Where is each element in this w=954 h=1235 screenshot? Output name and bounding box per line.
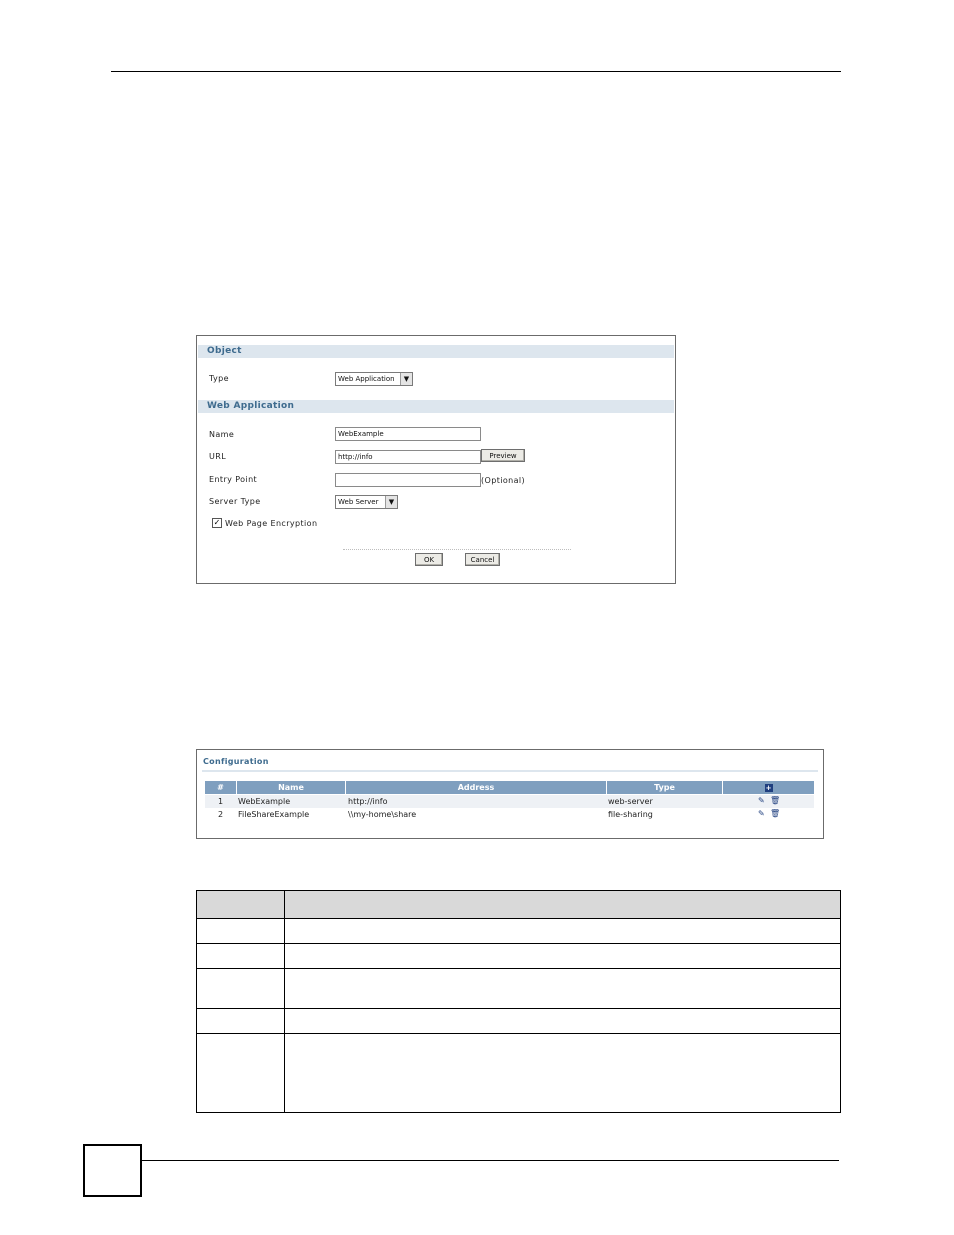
web-application-form-screenshot	[196, 335, 676, 584]
header-rule	[111, 71, 841, 72]
encryption-checkbox[interactable]: ✓	[213, 518, 221, 527]
encryption-label: Web Page Encryption	[225, 519, 318, 528]
entry-point-input[interactable]	[335, 473, 481, 487]
preview-button[interactable]: Preview	[481, 449, 525, 462]
document-table-row-divider	[197, 1033, 840, 1034]
delete-icon[interactable]: 🗑	[770, 809, 781, 818]
configuration-header: Configuration	[203, 757, 269, 766]
table-row	[205, 795, 814, 808]
chevron-down-icon: ▼	[400, 373, 412, 385]
optional-note: (Optional)	[481, 476, 526, 485]
document-table-row-divider	[197, 943, 840, 944]
web-application-section-header: Web Application	[198, 400, 674, 413]
page-number-box	[83, 1144, 142, 1197]
row-name: FileShareExample	[238, 810, 310, 819]
name-input[interactable]	[335, 427, 481, 441]
column-header-address[interactable]: Address	[346, 781, 607, 794]
entry-point-label: Entry Point	[209, 475, 258, 484]
url-label: URL	[209, 452, 227, 461]
document-table-row-divider	[197, 1008, 840, 1009]
row-num: 1	[218, 797, 224, 806]
delete-icon[interactable]: 🗑	[770, 796, 781, 805]
row-name: WebExample	[238, 797, 291, 806]
name-label: Name	[209, 430, 235, 439]
column-header-name[interactable]: Name	[237, 781, 346, 794]
edit-icon[interactable]: ✎	[758, 809, 765, 818]
footer-rule	[141, 1160, 839, 1161]
cancel-button[interactable]: Cancel	[465, 553, 500, 566]
row-type: web-server	[608, 797, 653, 806]
add-icon[interactable]: +	[765, 784, 772, 792]
type-select[interactable]	[335, 372, 413, 386]
column-header-actions	[723, 781, 814, 794]
type-label: Type	[209, 374, 229, 383]
configuration-header-rule	[202, 770, 818, 772]
ok-button[interactable]: OK	[415, 553, 443, 566]
table-row	[205, 808, 814, 821]
server-type-label: Server Type	[209, 497, 261, 506]
row-address: \\my-home\share	[348, 810, 417, 819]
column-header-num: #	[205, 781, 237, 794]
table-header	[205, 781, 814, 794]
form-divider	[343, 549, 571, 550]
type-select-value: Web Application	[338, 375, 395, 383]
chevron-down-icon: ▼	[385, 496, 397, 508]
column-header-type[interactable]: Type	[607, 781, 723, 794]
server-type-select[interactable]	[335, 495, 398, 509]
server-type-select-value: Web Server	[338, 498, 379, 506]
row-num: 2	[218, 810, 224, 819]
url-input[interactable]	[335, 450, 481, 464]
document-table-column-divider	[284, 891, 285, 1112]
document-table	[196, 890, 841, 1113]
row-address: http://info	[348, 797, 388, 806]
object-section-header: Object	[198, 345, 674, 358]
edit-icon[interactable]: ✎	[758, 796, 765, 805]
configuration-list-screenshot	[196, 749, 824, 839]
document-table-row-divider	[197, 968, 840, 969]
row-type: file-sharing	[608, 810, 653, 819]
document-table-header	[197, 891, 840, 919]
